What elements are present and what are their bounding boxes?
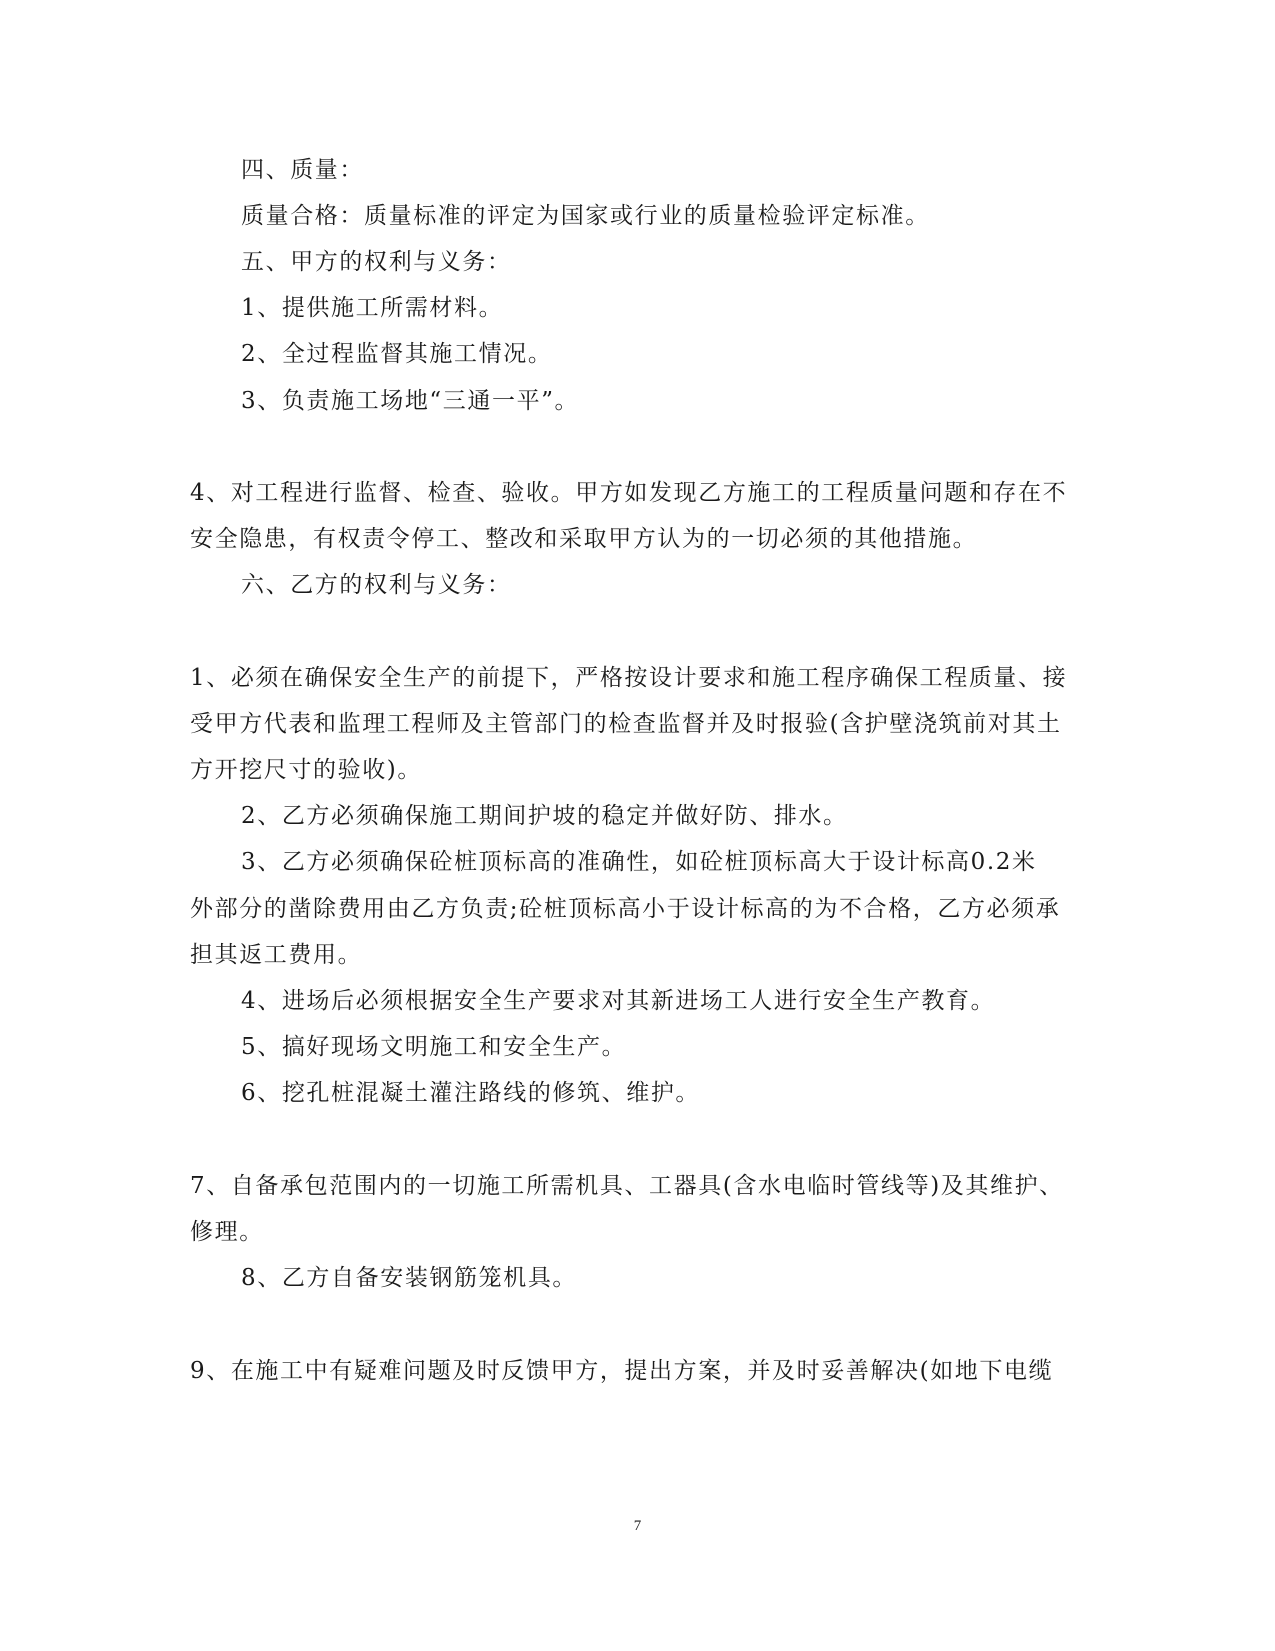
section-6-item-1-line-1: 1、必须在确保安全生产的前提下，严格按设计要求和施工程序确保工程质量、接: [190, 665, 1068, 691]
section-6-item-5: 5、搞好现场文明施工和安全生产。: [241, 1034, 627, 1060]
section-6-item-3-line-3: 担其返工费用。: [190, 942, 363, 968]
section-6-item-2: 2、乙方必须确保施工期间护坡的稳定并做好防、排水。: [241, 803, 848, 829]
section-6-item-6: 6、挖孔桩混凝土灌注路线的修筑、维护。: [241, 1080, 701, 1106]
section-6-item-1-line-2: 受甲方代表和监理工程师及主管部门的检查监督并及时报验(含护壁浇筑前对其土: [190, 711, 1062, 737]
section-5-item-4-line-1: 4、对工程进行监督、检查、验收。甲方如发现乙方施工的工程质量问题和存在不: [190, 480, 1068, 506]
section-5-item-1: 1、提供施工所需材料。: [241, 295, 504, 321]
page-number: 7: [633, 1518, 642, 1534]
section-6-item-1-line-3: 方开挖尺寸的验收)。: [190, 757, 422, 783]
section-6-item-8: 8、乙方自备安装钢筋笼机具。: [241, 1265, 578, 1291]
section-6-item-9-line-1: 9、在施工中有疑难问题及时反馈甲方，提出方案，并及时妥善解决(如地下电缆: [190, 1358, 1054, 1384]
section-5-item-4-line-2: 安全隐患，有权责令停工、整改和采取甲方认为的一切必须的其他措施。: [190, 526, 978, 552]
section-5-heading: 五、甲方的权利与义务：: [241, 249, 512, 275]
section-5-item-2: 2、全过程监督其施工情况。: [241, 341, 553, 367]
section-6-item-7-line-2: 修理。: [190, 1219, 264, 1245]
section-6-item-7-line-1: 7、自备承包范围内的一切施工所需机具、工器具(含水电临时管线等)及其维护、: [190, 1173, 1064, 1199]
section-4-heading: 四、质量：: [241, 157, 364, 183]
section-6-item-4: 4、进场后必须根据安全生产要求对其新进场工人进行安全生产教育。: [241, 988, 996, 1014]
section-5-item-3: 3、负责施工场地“三通一平”。: [241, 388, 580, 414]
section-4-text: 质量合格：质量标准的评定为国家或行业的质量检验评定标准。: [241, 203, 930, 229]
section-6-item-3-line-1: 3、乙方必须确保砼桩顶标高的准确性，如砼桩顶标高大于设计标高0.2米: [241, 849, 1037, 875]
section-6-item-3-line-2: 外部分的凿除费用由乙方负责;砼桩顶标高小于设计标高的为不合格，乙方必须承: [190, 896, 1061, 922]
section-6-heading: 六、乙方的权利与义务：: [241, 572, 512, 598]
